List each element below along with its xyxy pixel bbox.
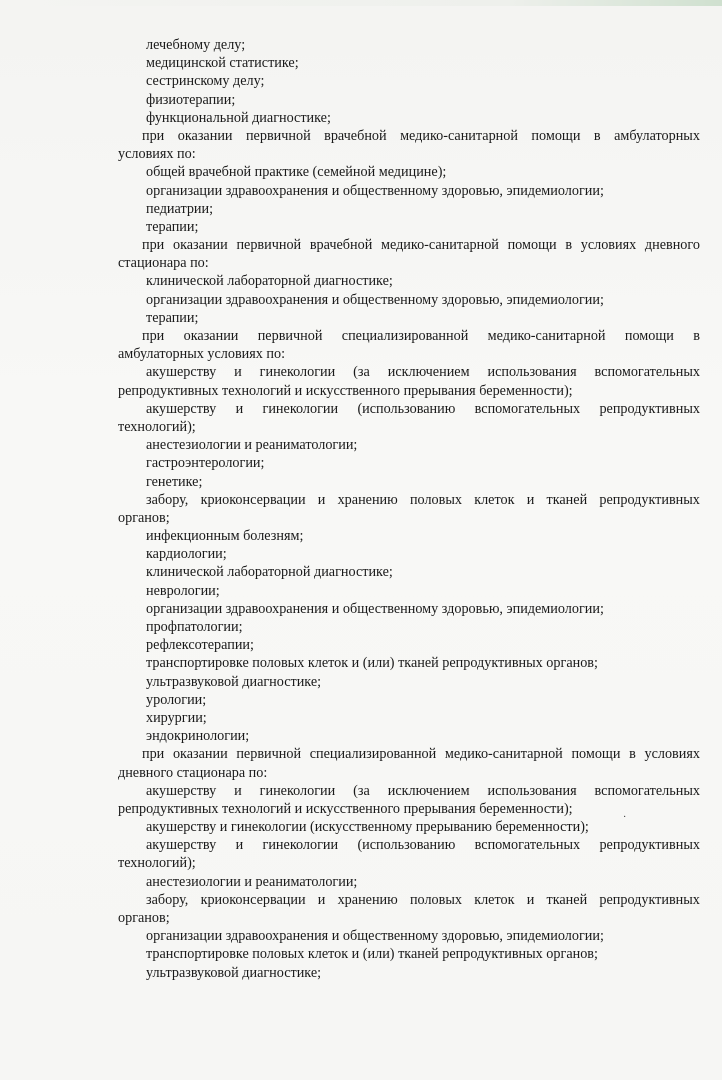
text-line (0, 491, 722, 509)
word: и (234, 364, 242, 381)
word: первичной (236, 237, 302, 254)
word: криоконсервации (200, 891, 306, 908)
text-line: эндокринологии; (146, 728, 250, 745)
text-line: инфекционным болезням; (146, 528, 304, 545)
word: первичной (245, 127, 311, 144)
text-line: гастроэнтерологии; (146, 455, 265, 472)
word: при (142, 237, 165, 254)
text-line: условиях по: (118, 146, 196, 163)
word: вспомогательных (474, 837, 581, 854)
text-line (0, 127, 722, 145)
word: врачебной (324, 127, 387, 144)
text-line: организации здравоохранения и общественному здоровью, эпидемиологии; (146, 291, 604, 308)
word: первичной (257, 328, 323, 344)
word: половых (409, 491, 462, 508)
word: амбулаторных (614, 127, 700, 144)
word: медико-санитарной (444, 746, 563, 763)
text-line: клинической лабораторной диагностике; (146, 273, 393, 290)
word: дневного (644, 237, 700, 254)
word: оказании (172, 746, 228, 763)
text-line: общей врачебной практике (семейной медицине); (146, 164, 447, 181)
word: акушерству (146, 400, 217, 417)
text-line (0, 745, 722, 763)
stray-mark: · (623, 812, 627, 823)
word: и (235, 837, 244, 854)
word: тканей (546, 491, 588, 508)
word: в (565, 237, 573, 254)
word: вспомогательных (594, 364, 700, 381)
word: медико-санитарной (381, 237, 499, 254)
text-line: функциональной диагностике; (146, 109, 331, 126)
word: гинекологии (259, 364, 336, 381)
word: клеток (474, 491, 515, 508)
page-top-edge (0, 0, 722, 6)
word: в (593, 127, 601, 144)
text-line (0, 400, 722, 418)
word: оказании (172, 237, 228, 254)
text-line (0, 327, 722, 345)
word: специализированной (309, 746, 437, 763)
word: первичной (236, 746, 302, 763)
word: забору, (146, 891, 189, 908)
word: и (526, 891, 535, 908)
word: помощи (624, 328, 674, 344)
word: (за (353, 364, 370, 381)
word: гинекологии (262, 837, 339, 854)
text-line: технологий); (118, 855, 196, 872)
text-line: транспортировке половых клеток и (или) тканей репродуктивных органов; (146, 946, 598, 963)
word: акушерству (146, 782, 217, 799)
text-line: кардиологии; (146, 546, 227, 563)
text-line: органов; (118, 910, 170, 926)
word: медико-санитарной (400, 127, 518, 144)
word: репродуктивных (599, 891, 700, 908)
text-line (0, 836, 722, 854)
word: при (142, 127, 165, 144)
text-line: дневного стационара по: (118, 764, 268, 781)
word: при (142, 746, 165, 763)
text-line: медицинской статистике; (146, 55, 299, 72)
text-line: организации здравоохранения и общественному здоровью, эпидемиологии; (146, 600, 604, 617)
word: репродуктивных (599, 837, 700, 854)
text-line: педиатрии; (146, 200, 214, 217)
text-line: репродуктивных технологий и искусственного прерывания беременности); (118, 382, 573, 399)
word: исключением (387, 782, 470, 799)
text-line: неврологии; (146, 582, 220, 599)
text-line: организации здравоохранения и общественному здоровью, эпидемиологии; (146, 182, 604, 199)
word: условиях (644, 746, 700, 763)
text-line: хирургии; (146, 709, 207, 726)
text-line: клинической лабораторной диагностике; (146, 564, 393, 581)
word: репродуктивных (599, 491, 700, 508)
word: вспомогательных (474, 400, 581, 417)
text-line: акушерству и гинекологии (искусственному прерыванию беременности); (146, 819, 589, 836)
word: (использованию (357, 837, 456, 854)
text-line: урологии; (146, 691, 207, 708)
text-line (0, 236, 722, 254)
word: и (235, 400, 244, 417)
text-line: транспортировке половых клеток и (или) тканей репродуктивных органов; (146, 655, 598, 672)
word: (использованию (357, 400, 456, 417)
word: исключением (387, 364, 470, 381)
text-line: анестезиологии и реаниматологии; (146, 437, 358, 454)
word: использования (487, 782, 577, 799)
word: тканей (546, 891, 588, 908)
word: (за (353, 782, 370, 799)
word: в (629, 746, 636, 763)
word: гинекологии (262, 400, 339, 417)
text-line: организации здравоохранения и общественному здоровью, эпидемиологии; (146, 928, 604, 945)
word: гинекологии (259, 782, 336, 799)
word: хранению (337, 891, 398, 908)
text-line (0, 891, 722, 909)
word: и (317, 491, 326, 508)
word: клеток (474, 891, 515, 908)
word: забору, (146, 491, 189, 508)
word: и (526, 491, 535, 508)
text-line: стационара по: (118, 255, 209, 272)
word: специализированной (341, 328, 469, 344)
text-line: лечебному делу; (146, 37, 246, 53)
text-line: физиотерапии; (146, 91, 236, 108)
text-line: терапии; (146, 218, 199, 235)
text-line (0, 782, 722, 800)
word: в (693, 328, 700, 344)
word: криоконсервации (200, 491, 306, 508)
word: медико-санитарной (487, 328, 606, 344)
word: оказании (177, 127, 233, 144)
word: половых (409, 891, 462, 908)
word: помощи (571, 746, 621, 763)
word: оказании (183, 328, 239, 344)
text-line (0, 363, 722, 381)
text-line: генетике; (146, 473, 203, 490)
text-line: рефлексотерапии; (146, 637, 254, 654)
text-line: сестринскому делу; (146, 73, 265, 90)
word: помощи (507, 237, 557, 254)
word: и (234, 782, 242, 799)
word: вспомогательных (594, 782, 700, 799)
text-line: терапии; (146, 309, 199, 326)
word: акушерству (146, 364, 217, 381)
word: при (142, 328, 165, 344)
text-line: анестезиологии и реаниматологии; (146, 873, 358, 890)
text-line: технологий); (118, 418, 196, 435)
word: помощи (531, 127, 581, 144)
word: репродуктивных (599, 400, 700, 417)
text-line: амбулаторных условиях по: (118, 346, 286, 363)
text-line: ультразвуковой диагностике; (146, 673, 322, 690)
word: врачебной (309, 237, 373, 254)
text-line: профпатологии; (146, 619, 243, 635)
document-body (0, 36, 722, 982)
text-line: органов; (118, 509, 170, 526)
text-line: ультразвуковой диагностике; (146, 964, 322, 981)
word: акушерству (146, 837, 217, 854)
word: использования (487, 364, 577, 381)
word: условиях (580, 237, 637, 254)
word: хранению (337, 491, 398, 508)
word: и (317, 891, 326, 908)
text-line: репродуктивных технологий и искусственного прерывания беременности); (118, 800, 573, 817)
